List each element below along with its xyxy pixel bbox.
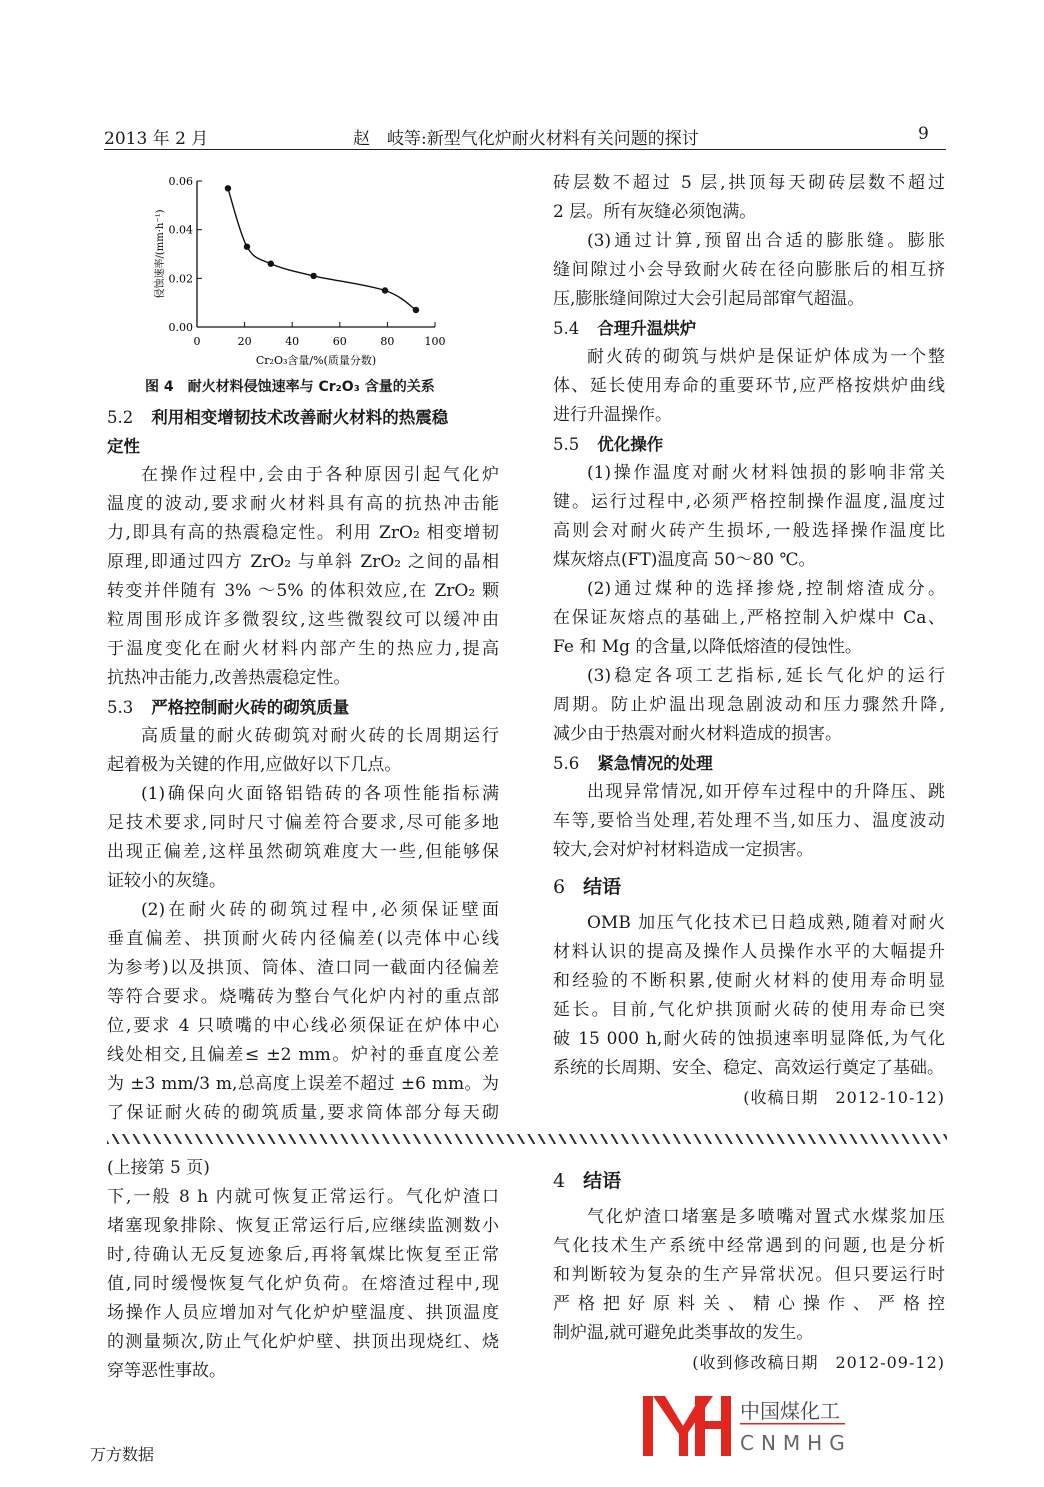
text-line: (上接第 5 页)	[107, 1158, 210, 1178]
text-line: 键。运行过程中,必须严格控制操作温度,温度过	[553, 492, 945, 512]
text-line: Fe 和 Mg 的含量,以降低熔渣的侵蚀性。	[553, 637, 862, 657]
text-line: 出现异常情况,如开停车过程中的升降压、跳	[587, 782, 945, 802]
y-tick-label: 0.06	[168, 175, 193, 188]
watermark-name: 中国煤化工	[740, 1399, 840, 1423]
text-line: 起着极为关键的作用,应做好以下几点。	[107, 755, 402, 775]
figure-caption: 图 4 耐火材料侵蚀速率与 Cr₂O₃ 含量的关系	[145, 379, 435, 395]
section-title: 结语	[583, 1170, 622, 1192]
text-line: 于温度变化在耐火材料内部产生的热应力,提高	[107, 639, 499, 659]
text-line: 为参考)以及拱顶、筒体、渣口同一截面内径偏差	[107, 958, 499, 978]
x-tick-label: 60	[332, 335, 347, 348]
text-line: 和判断较为复杂的生产异常状况。但只要运行时	[553, 1265, 945, 1285]
header-title: 赵 岐等:新型气化炉耐火材料有关问题的探讨	[353, 129, 699, 149]
data-point	[310, 273, 316, 279]
text-line: 粒周围形成许多微裂纹,这些微裂纹可以缓冲由	[107, 610, 499, 630]
text-line: 位,要求 4 只喷嘴的中心线必须保证在炉体中心	[107, 1016, 499, 1036]
y-tick-label: 0.00	[168, 321, 193, 334]
section-number: 5.2	[107, 408, 134, 427]
text-line: 系统的长周期、安全、稳定、高效运行奠定了基础。	[553, 1058, 944, 1078]
header-date: 2013 年 2 月	[104, 129, 209, 149]
text-line: 等符合要求。烧嘴砖为整台气化炉内衬的重点部	[107, 987, 499, 1007]
text-line: 下,一般 8 h 内就可恢复正常运行。气化炉渣口	[107, 1187, 499, 1207]
section-heading	[553, 1159, 945, 1203]
section-number: 6	[553, 876, 566, 898]
text-line: 温度的波动,要求耐火材料具有高的抗热冲击能	[107, 494, 499, 514]
data-point	[268, 261, 274, 267]
text-line: 在保证灰熔点的基础上,严格控制入炉煤中 Ca、	[553, 608, 945, 628]
text-line: OMB 加压气化技术已日趋成熟,随着对耐火	[587, 913, 945, 933]
section-heading	[553, 314, 945, 343]
figure-4-chart	[150, 170, 470, 375]
text-line: 周期。防止炉温出现急剧波动和压力骤然升降,	[553, 695, 945, 715]
text-line: 严格把好原料关、精心操作、严格控	[553, 1294, 945, 1314]
x-tick-label: 20	[237, 335, 252, 348]
text-line: 了保证耐火砖的砌筑质量,要求筒体部分每天砌	[107, 1103, 499, 1123]
section-heading	[107, 432, 499, 461]
text-line: 堵塞现象排除、恢复正常运行后,应继续监测数小	[107, 1216, 499, 1236]
text-line: 进行升温操作。	[553, 405, 672, 425]
text-line: 线处相交,且偏差≤ ±2 mm。炉衬的垂直度公差	[107, 1045, 499, 1065]
text-line: 力,即具有高的热震稳定性。利用 ZrO₂ 相变增韧	[107, 523, 499, 543]
received-date: (收到修改稿日期 2012-09-12)	[692, 1353, 945, 1372]
section-title: 严格控制耐火砖的砌筑质量	[151, 698, 350, 717]
data-point	[413, 307, 419, 313]
text-line: 气化技术生产系统中经常遇到的问题,也是分析	[553, 1236, 945, 1256]
text-line: 抗热冲击能力,改善热震稳定性。	[107, 668, 351, 688]
section-title: 优化操作	[597, 435, 664, 454]
text-line: 时,待确认无反复迹象后,再将氧煤比恢复至正常	[107, 1245, 499, 1265]
text-line: 材料认识的提高及操作人员操作水平的大幅提升	[553, 942, 945, 962]
text-line: 出现正偏差,这样虽然砌筑难度大一些,但能够保	[107, 842, 499, 862]
text-line: (3)通过计算,预留出合适的膨胀缝。膨胀	[587, 231, 945, 251]
text-line: 制炉温,就可避免此类事故的发生。	[553, 1323, 814, 1343]
text-line: 减少由于热震对耐火材料造成的损害。	[553, 724, 842, 744]
text-line: 2 层。所有灰缝必须饱满。	[553, 202, 757, 222]
section-heading	[107, 693, 499, 722]
right-column-bottom	[553, 1159, 945, 1377]
watermark-underline	[740, 1423, 845, 1425]
left-column-top	[107, 403, 499, 1128]
text-line: (2)通过煤种的选择掺烧,控制熔渣成分。	[587, 579, 945, 599]
y-axis-label: 侵蚀速率/(mm·h⁻¹)	[155, 209, 166, 299]
section-title: 紧急情况的处理	[597, 754, 713, 773]
section-number: 5.3	[107, 698, 134, 717]
text-line: 砖层数不超过 5 层,拱顶每天砌砖层数不超过	[553, 173, 945, 193]
x-tick-label: 0	[193, 335, 201, 348]
x-axis-label: Cr₂O₃含量/%(质量分数)	[255, 354, 377, 367]
section-title: 定性	[107, 437, 140, 456]
text-line: 破 15 000 h,耐火砖的蚀损速率明显降低,为气化	[553, 1029, 945, 1049]
section-number: 5.6	[553, 754, 580, 773]
data-point	[225, 185, 231, 191]
text-line: 气化炉渣口堵塞是多喷嘴对置式水煤浆加压	[587, 1207, 945, 1227]
text-line: 和经验的不断积累,使耐火材料的使用寿命明显	[553, 971, 945, 991]
text-line: 煤灰熔点(FT)温度高 50～80 ℃。	[553, 550, 816, 570]
text-line: 缝间隙过小会导致耐火砖在径向膨胀后的相互挤	[553, 260, 945, 280]
section-heading	[553, 865, 945, 909]
text-line: 高质量的耐火砖砌筑对耐火砖的长周期运行	[141, 726, 499, 746]
text-line: 的测量频次,防止气化炉炉壁、拱顶出现烧红、烧	[107, 1332, 499, 1352]
right-column-top	[553, 169, 945, 1112]
section-title: 结语	[583, 876, 622, 898]
article-divider	[107, 1134, 947, 1144]
section-title: 合理升温烘炉	[597, 319, 697, 338]
x-tick-label: 100	[424, 335, 446, 348]
text-line: 压,膨胀缝间隙过大会引起局部窜气超温。	[553, 289, 865, 309]
section-heading	[553, 430, 945, 459]
footer-source: 万方数据	[90, 1445, 155, 1464]
text-line: (3)稳定各项工艺指标,延长气化炉的运行	[587, 666, 945, 686]
text-line: 垂直偏差、拱顶耐火砖内径偏差(以壳体中心线	[107, 929, 499, 949]
data-point	[244, 244, 250, 250]
watermark-code: CNMHG	[740, 1431, 852, 1455]
section-heading	[107, 403, 499, 432]
mh-logo-icon	[643, 1396, 731, 1456]
text-line: 值,同时缓慢恢复气化炉负荷。在熔渣过程中,现	[107, 1274, 499, 1294]
text-line: 足技术要求,同时尺寸偏差符合要求,尽可能多地	[107, 813, 499, 833]
text-line: 转变并伴随有 3% ～5% 的体积效应,在 ZrO₂ 颗	[107, 581, 499, 601]
text-line: 耐火砖的砌筑与烘炉是保证炉体成为一个整	[587, 347, 945, 367]
text-line: (2)在耐火砖的砌筑过程中,必须保证壁面	[141, 900, 499, 920]
text-line: 体、延长使用寿命的重要环节,应严格按烘炉曲线	[553, 376, 945, 396]
x-tick-label: 40	[285, 335, 300, 348]
section-number: 4	[553, 1170, 566, 1192]
text-line: (1)操作温度对耐火材料蚀损的影响非常关	[587, 463, 945, 483]
text-line: 较大,会对炉衬材料造成一定损害。	[553, 840, 814, 860]
section-heading	[553, 749, 945, 778]
header-rule	[104, 149, 946, 150]
text-line: 车等,要恰当处理,若处理不当,如压力、温度波动	[553, 811, 945, 831]
data-point	[382, 287, 388, 293]
y-tick-label: 0.04	[168, 223, 193, 237]
text-line: 高则会对耐火砖产生损坏,一般选择操作温度比	[553, 521, 945, 541]
received-date: (收稿日期 2012-10-12)	[743, 1088, 945, 1107]
text-line: (1)确保向火面铬铝锆砖的各项性能指标满	[141, 784, 499, 804]
text-line: 场操作人员应增加对气化炉炉壁温度、拱顶温度	[107, 1303, 499, 1323]
text-line: 证较小的灰缝。	[107, 871, 226, 891]
text-line: 穿等恶性事故。	[107, 1361, 226, 1381]
section-title: 利用相变增韧技术改善耐火材料的热震稳	[151, 408, 449, 427]
y-tick-label: 0.02	[168, 272, 193, 286]
watermark-logo	[643, 1396, 943, 1458]
x-tick-label: 80	[380, 335, 395, 348]
page-number: 9	[918, 124, 929, 144]
left-column-bottom	[107, 1154, 499, 1386]
section-number: 5.5	[553, 435, 580, 454]
text-line: 为 ±3 mm/3 m,总高度上误差不超过 ±6 mm。为	[107, 1074, 499, 1094]
text-line: 在操作过程中,会由于各种原因引起气化炉	[141, 465, 499, 485]
text-line: 原理,即通过四方 ZrO₂ 与单斜 ZrO₂ 之间的晶相	[107, 552, 499, 572]
text-line: 延长。目前,气化炉拱顶耐火砖的使用寿命已突	[553, 1000, 945, 1020]
section-number: 5.4	[553, 319, 580, 338]
